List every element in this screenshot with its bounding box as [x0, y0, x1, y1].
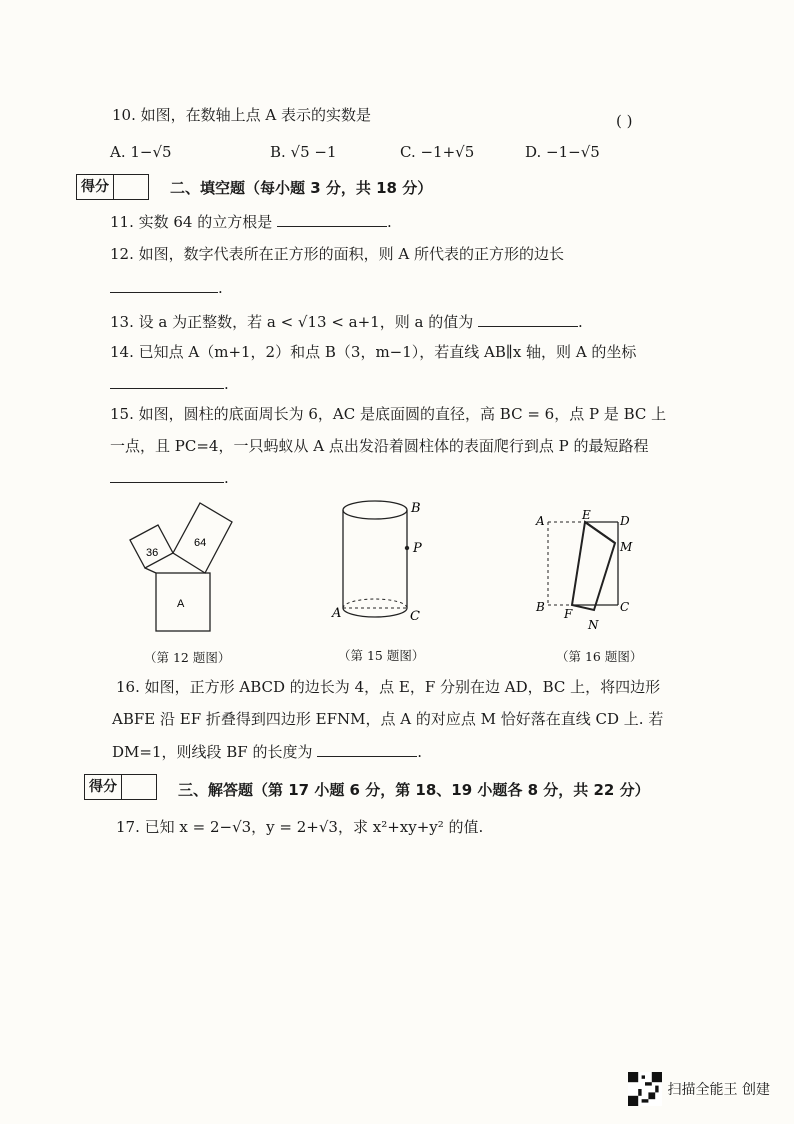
q10-option-a: A. 1−√5 [110, 143, 172, 161]
q14-text: 14. 已知点 A（m+1，2）和点 B（3，m−1），若直线 AB∥x 轴，则 A 的坐标 [110, 343, 637, 361]
section3-title: 三、解答题（第 17 小题 6 分，第 18、19 小题各 8 分，共 22 分） [178, 781, 650, 799]
label-c: C [410, 609, 420, 624]
figure-16 [530, 505, 640, 637]
label-a: A [536, 514, 545, 528]
score-box-section3 [84, 774, 157, 800]
label-f: F [564, 607, 573, 621]
label-36: 36 [146, 547, 159, 559]
q10-text: 10. 如图，在数轴上点 A 表示的实数是 [112, 106, 371, 124]
label-m: M [620, 540, 633, 554]
label-c: C [620, 600, 630, 614]
q10-option-c: C. −1+√5 [400, 143, 475, 161]
label-p: P [413, 541, 422, 556]
q11-text: 11. 实数 64 的立方根是 [110, 213, 273, 231]
q15-answer-blank[interactable] [110, 466, 224, 483]
q10-option-d: D. −1−√5 [525, 143, 600, 161]
label-b: B [536, 600, 545, 614]
fig15-caption: （第 15 题图） [338, 648, 425, 663]
q11 [110, 210, 392, 233]
qr-code-icon [628, 1072, 662, 1106]
q10-answer-paren: ( ) [616, 112, 633, 130]
score-cell[interactable] [122, 775, 156, 799]
q16-line3 [112, 740, 422, 763]
q16-line2: ABFE 沿 EF 折叠得到四边形 EFNM，点 A 的对应点 M 恰好落在直线 CD 上. 若 [112, 710, 664, 728]
score-label: 得分 [77, 175, 114, 199]
footer-text: 扫描全能王 创建 [667, 1082, 770, 1098]
score-box-section2 [76, 174, 149, 200]
q16-line1: 16. 如图，正方形 ABCD 的边长为 4，点 E，F 分别在边 AD，BC 上，将四边形 [116, 678, 661, 696]
q16-answer-blank[interactable] [317, 740, 417, 757]
q12-text: 12. 如图，数字代表所在正方形的面积，则 A 所代表的正方形的边长 [110, 245, 564, 263]
q13 [110, 310, 583, 333]
q13-answer-blank[interactable] [478, 310, 578, 327]
q16-end: . [417, 743, 423, 761]
fig16-caption: （第 16 题图） [556, 649, 643, 664]
scanner-watermark [628, 1072, 770, 1106]
score-cell[interactable] [114, 175, 148, 199]
q14-answer-blank[interactable] [110, 372, 224, 389]
fig12-caption: （第 12 题图） [144, 650, 231, 665]
section2-title: 二、填空题（每小题 3 分，共 18 分） [170, 179, 433, 197]
label-a: A [332, 606, 342, 621]
q12-answer [110, 276, 223, 299]
q10-option-b: B. √5 −1 [270, 143, 337, 161]
q16-line3-text: DM=1，则线段 BF 的长度为 [112, 743, 313, 761]
q13-end: . [577, 313, 583, 331]
label-64: 64 [194, 537, 207, 549]
q17-text: 17. 已知 x = 2−√3，y = 2+√3，求 x²+xy+y² 的值. [116, 818, 484, 836]
score-label: 得分 [85, 775, 122, 799]
q15-end: . [224, 469, 229, 487]
q12-end: . [218, 279, 223, 297]
label-d: D [620, 514, 630, 528]
q12-answer-blank[interactable] [110, 276, 218, 293]
figure-12 [120, 498, 250, 638]
q14-end: . [224, 375, 229, 393]
label-b: B [411, 501, 421, 516]
q15-line1: 15. 如图，圆柱的底面周长为 6，AC 是底面圆的直径，高 BC = 6，点 P 是 BC 上 [110, 405, 667, 423]
label-a: A [177, 598, 185, 610]
q14-answer [110, 372, 229, 395]
q11-answer-blank[interactable] [277, 210, 387, 227]
label-n: N [588, 618, 599, 632]
cylinder-top [343, 501, 407, 519]
q11-end: . [387, 213, 392, 231]
q13-text: 13. 设 a 为正整数，若 a < √13 < a+1，则 a 的值为 [110, 313, 474, 331]
q15-answer [110, 466, 229, 489]
point-p [405, 546, 409, 550]
label-e: E [582, 508, 591, 522]
q15-line2: 一点，且 PC=4，一只蚂蚁从 A 点出发沿着圆柱体的表面爬行到点 P 的最短路程 [110, 437, 649, 455]
figure-15 [330, 490, 440, 640]
